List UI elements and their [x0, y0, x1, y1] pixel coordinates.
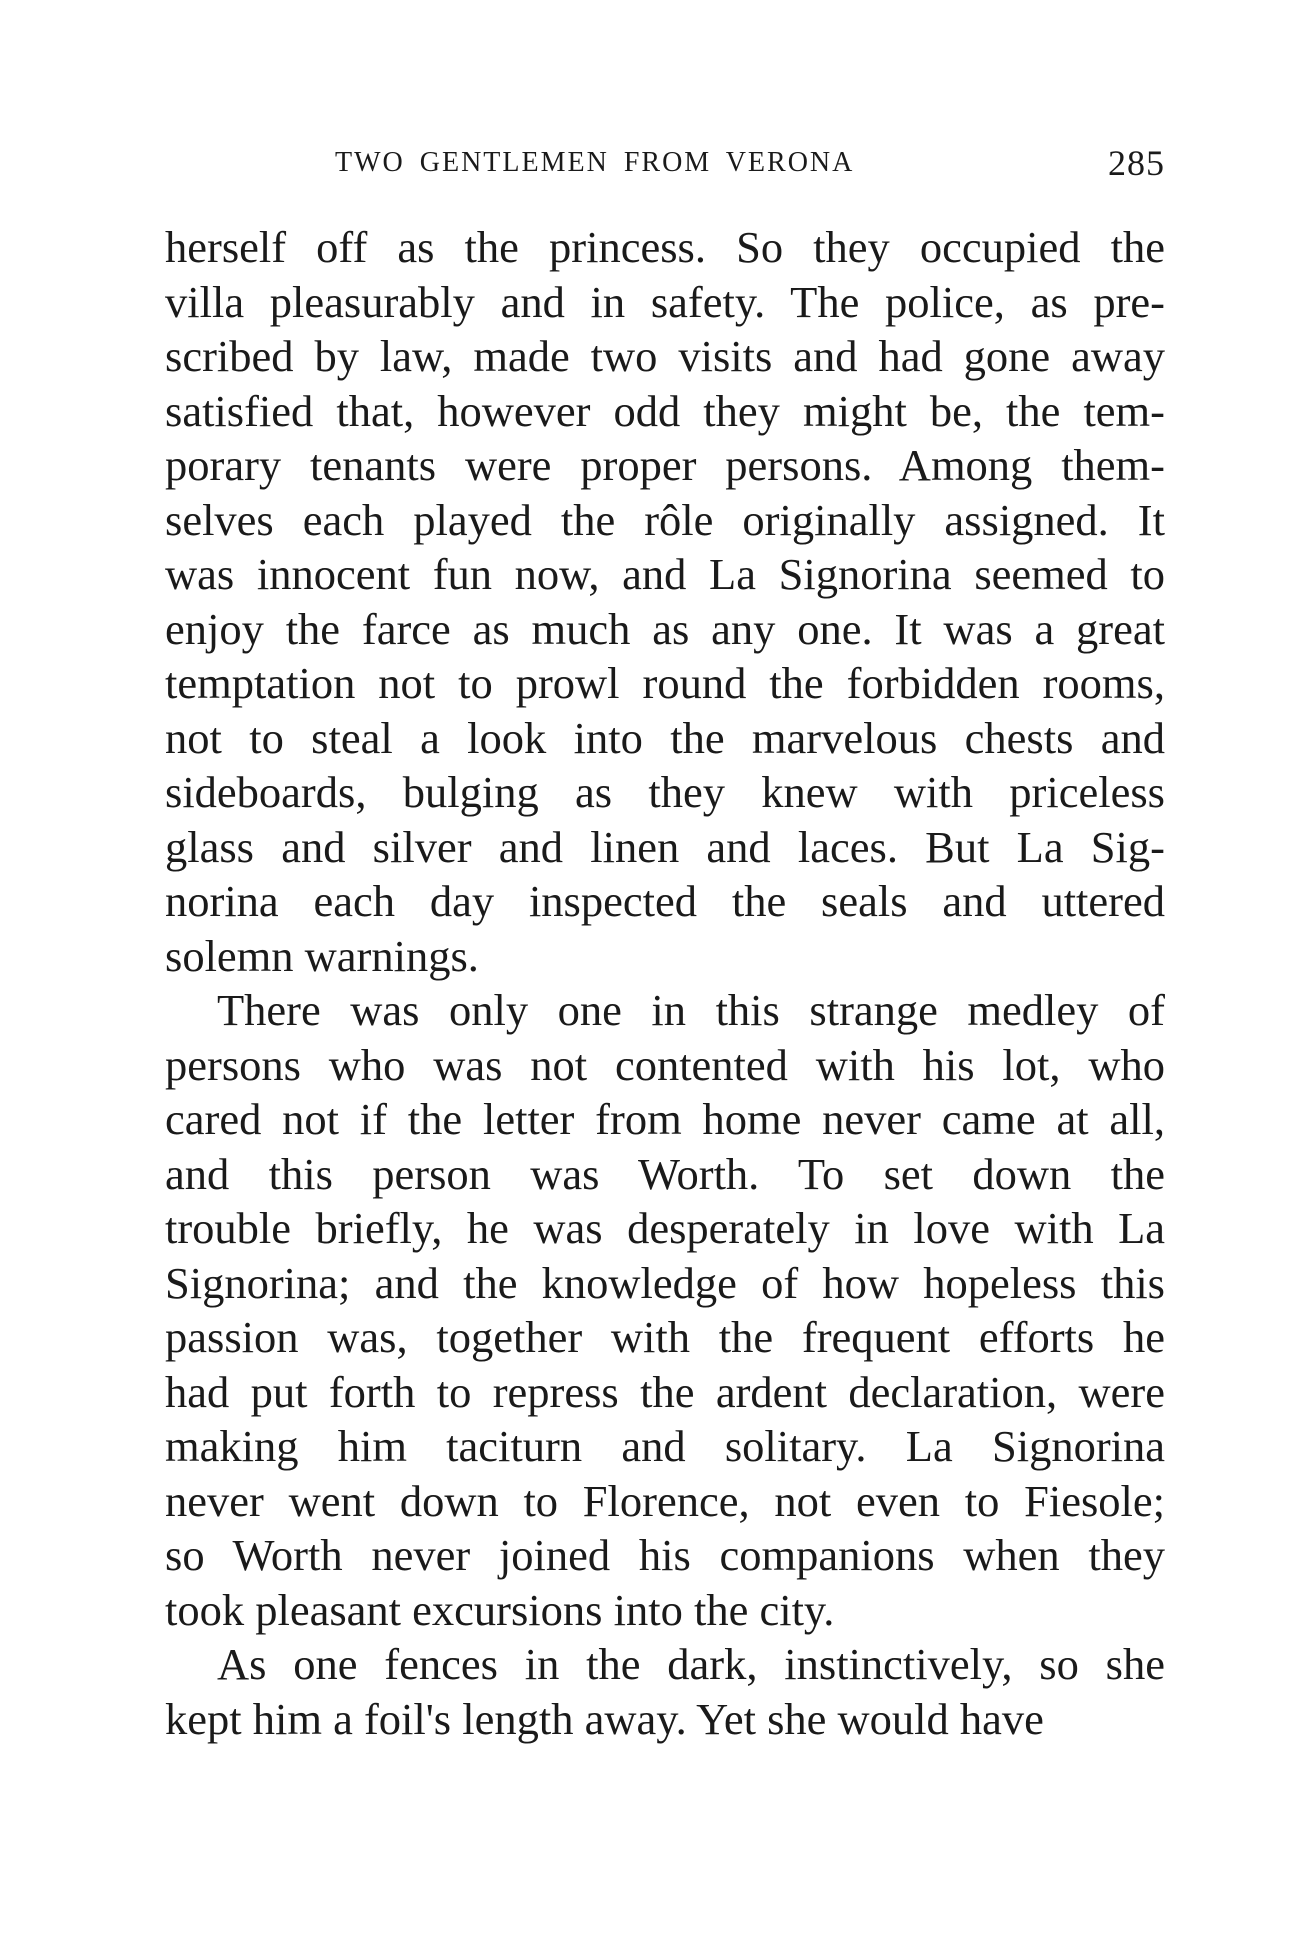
- text-line: selves each played the rôle originally assigned. It: [165, 494, 1165, 545]
- running-head: [165, 138, 1165, 188]
- text-line: enjoy the farce as much as any one. It was a great: [165, 603, 1165, 654]
- text-line: There was only one in this strange medley of: [217, 985, 1165, 1035]
- text-line: had put forth to repress the ardent declaration, were: [165, 1366, 1165, 1417]
- text-line: temptation not to prowl round the forbidden rooms,: [165, 658, 1165, 708]
- paragraph: [165, 1637, 1165, 1746]
- text-line: making him taciturn and solitary. La Signorina: [165, 1421, 1165, 1471]
- text-line: norina each day inspected the seals and uttered: [165, 876, 1165, 926]
- text-line: passion was, together with the frequent efforts he: [165, 1312, 1165, 1362]
- text-line: As one fences in the dark, instinctively, so she: [217, 1639, 1165, 1689]
- text-line: so Worth never joined his companions when they: [165, 1530, 1165, 1580]
- text-line: trouble briefly, he was desperately in love with La: [165, 1203, 1165, 1253]
- text-line: never went down to Florence, not even to Fiesole;: [165, 1475, 1165, 1526]
- text-line: sideboards, bulging as they knew with priceless: [165, 767, 1165, 817]
- text-line: solemn warnings.: [165, 930, 479, 981]
- text-line: kept him a foil's length away. Yet she would have: [165, 1693, 1044, 1744]
- text-line: persons who was not contented with his lot, who: [165, 1039, 1165, 1090]
- text-line: villa pleasurably and in safety. The police, as pre-: [165, 276, 1165, 327]
- text-line: not to steal a look into the marvelous chests and: [165, 712, 1165, 763]
- body-text: [165, 220, 1165, 1746]
- text-line: took pleasant excursions into the city.: [165, 1584, 835, 1635]
- text-line: and this person was Worth. To set down the: [165, 1148, 1165, 1199]
- text-line: cared not if the letter from home never came at all,: [165, 1094, 1165, 1144]
- paragraph: [165, 220, 1165, 983]
- running-title: TWO GENTLEMEN FROM VERONA: [335, 147, 855, 178]
- text-line: scribed by law, made two visits and had gone away: [165, 331, 1165, 381]
- text-line: porary tenants were proper persons. Among them-: [165, 440, 1165, 490]
- paragraph: [165, 983, 1165, 1637]
- text-line: satisfied that, however odd they might be, the tem-: [165, 385, 1165, 436]
- text-line: glass and silver and linen and laces. But La Sig-: [165, 821, 1165, 872]
- text-line: herself off as the princess. So they occupied the: [165, 222, 1165, 272]
- text-line: was innocent fun now, and La Signorina seemed to: [165, 549, 1165, 599]
- text-line: Signorina; and the knowledge of how hopeless this: [165, 1257, 1165, 1308]
- page-number: 285: [1108, 143, 1165, 183]
